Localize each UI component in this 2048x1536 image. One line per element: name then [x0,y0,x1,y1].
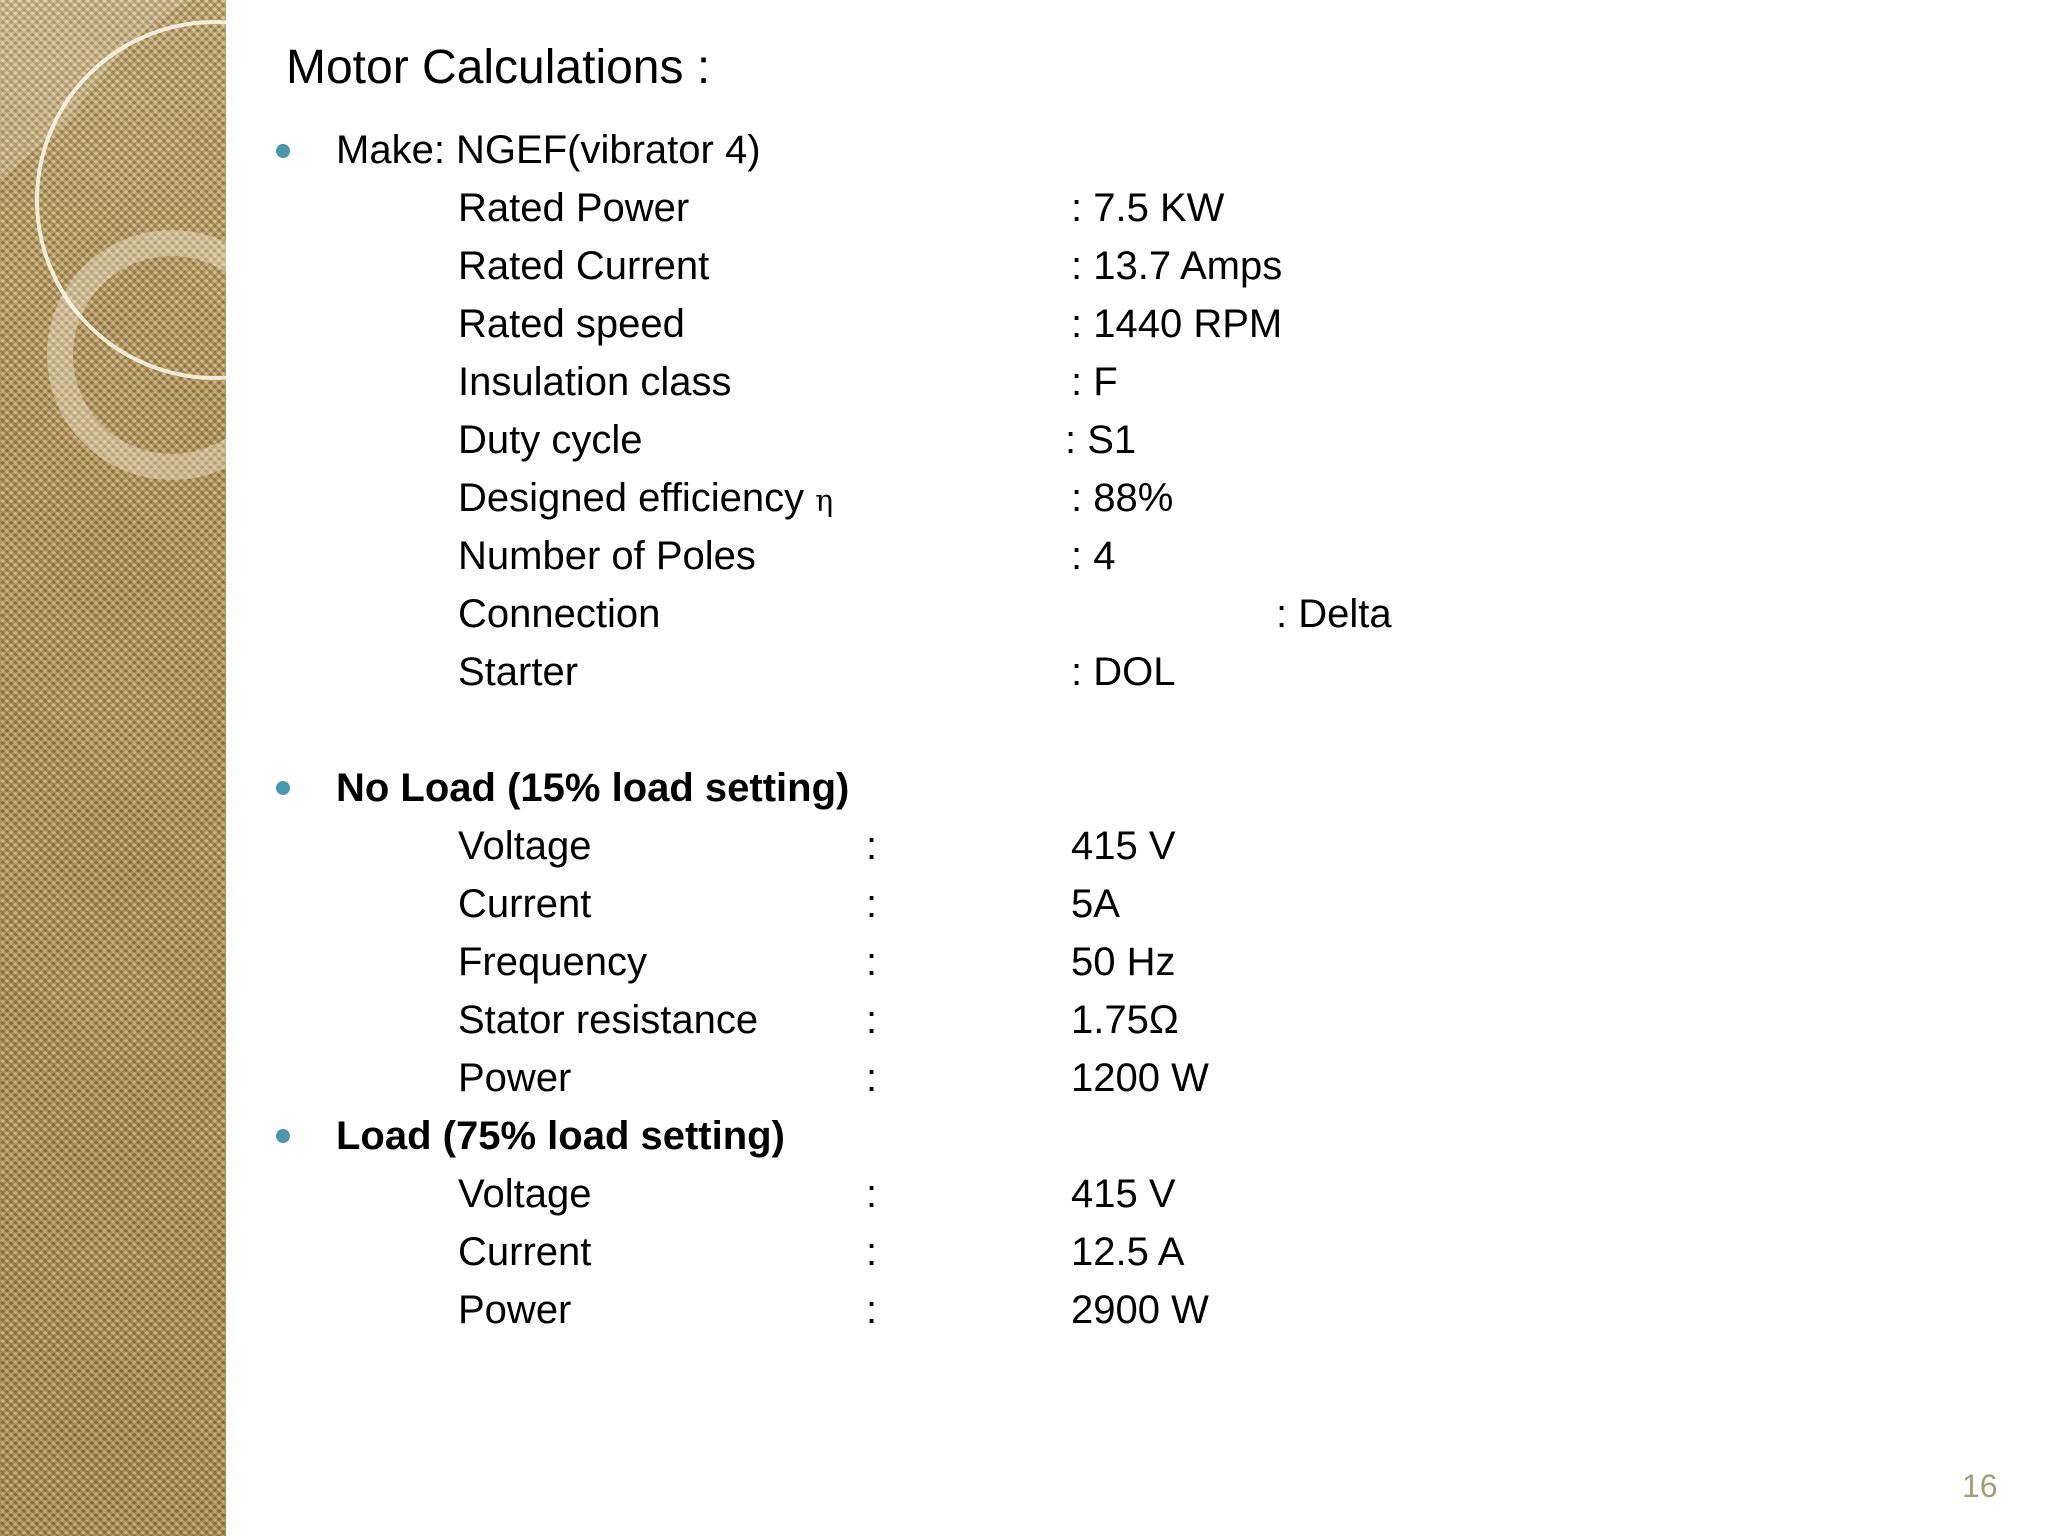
no-load-sep-power: : [866,1056,878,1100]
spec-value-rated-current: : 13.7 Amps [1071,244,1283,288]
load-sep-power: : [866,1288,878,1332]
spec-value-connection: : Delta [1276,592,1392,636]
no-load-label-stator-resistance: Stator resistance [458,998,759,1042]
no-load-label-power: Power [458,1056,572,1100]
load-value-voltage: 415 V [1071,1172,1176,1216]
no-load-label-voltage: Voltage [458,824,592,868]
page-number: 16 [1962,1468,1998,1504]
no-load-value-power: 1200 W [1071,1056,1209,1100]
spec-value-number-of-poles: : 4 [1071,534,1116,578]
spec-label-number-of-poles: Number of Poles [458,534,756,578]
spec-value-starter: : DOL [1071,650,1176,694]
bullet-load [276,1129,290,1143]
spec-label-rated-power: Rated Power [458,186,690,230]
no-load-sep-frequency: : [866,940,878,984]
load-label-power: Power [458,1288,572,1332]
eta-symbol: η [815,484,834,519]
no-load-label-current: Current [458,882,592,926]
spec-label-rated-speed: Rated speed [458,302,685,346]
no-load-label-frequency: Frequency [458,940,647,984]
spec-label-insulation-class: Insulation class [458,360,732,404]
slide-title: Motor Calculations : [286,41,711,94]
spec-value-insulation-class: : F [1071,360,1118,404]
load-heading: Load (75% load setting) [336,1114,785,1158]
decorative-rings [0,0,226,1536]
no-load-sep-current: : [866,882,878,926]
no-load-sep-stator-resistance: : [866,998,878,1042]
spec-value-duty-cycle: : S1 [1065,418,1137,462]
load-sep-voltage: : [866,1172,878,1216]
spec-label-starter: Starter [458,650,579,694]
load-value-current: 12.5 A [1071,1230,1185,1274]
load-value-power: 2900 W [1071,1288,1209,1332]
no-load-sep-voltage: : [866,824,878,868]
efficiency-label-text: Designed efficiency [458,476,805,520]
load-label-current: Current [458,1230,592,1274]
no-load-value-stator-resistance: 1.75Ω [1071,998,1179,1042]
load-label-voltage: Voltage [458,1172,592,1216]
load-sep-current: : [866,1230,878,1274]
bullet-no-load [276,781,290,795]
spec-value-rated-speed: : 1440 RPM [1071,302,1283,346]
no-load-value-frequency: 50 Hz [1071,940,1176,984]
spec-label-designed-efficiency [458,472,833,528]
make-heading: Make: NGEF(vibrator 4) [336,128,761,172]
spec-value-rated-power: : 7.5 KW [1071,186,1225,230]
spec-label-duty-cycle: Duty cycle [458,418,643,462]
spec-label-rated-current: Rated Current [458,244,710,288]
no-load-heading: No Load (15% load setting) [336,766,850,810]
no-load-value-current: 5A [1071,882,1120,926]
decorative-sidebar [0,0,226,1536]
spec-value-designed-efficiency: : 88% [1071,476,1174,520]
spec-label-connection: Connection [458,592,661,636]
bullet-make [276,144,290,158]
no-load-value-voltage: 415 V [1071,824,1176,868]
